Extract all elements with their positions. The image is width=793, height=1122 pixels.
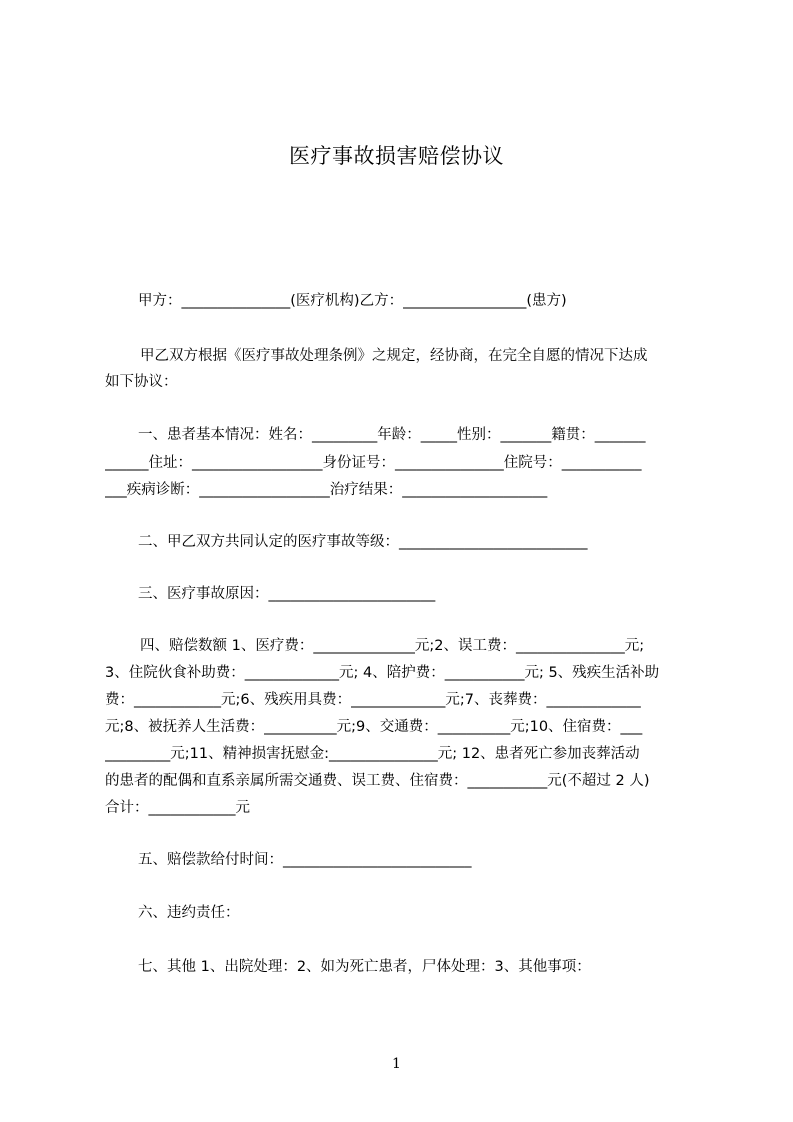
- page-number: 1: [392, 1056, 401, 1072]
- section7-line: 七、其他 1、出院处理：2、如为死亡患者，尸体处理：3、其他事项：: [138, 959, 591, 975]
- section4-line-2: [105, 663, 701, 683]
- section4-line-4: [105, 717, 701, 737]
- section4-line-7: [105, 798, 701, 818]
- section4-line-3: [105, 690, 701, 710]
- section3-line: 三、医疗事故原因：_______________________: [138, 586, 436, 602]
- section2-line: 二、甲乙双方共同认定的医疗事故等级：__________________________: [138, 534, 588, 550]
- section4-line-1: [105, 636, 701, 656]
- section1-line-2-text: ______住址：__________________身份证号：_______________住院号：___________: [105, 455, 642, 471]
- section1-line-3-text: ___疾病诊断：__________________治疗结果：____________________: [105, 482, 548, 498]
- section4-line-5: [105, 744, 701, 764]
- section4-line-4-text: 元;8、被抚养人生活费：__________元;9、交通费：__________元;10、住宿费：___: [105, 719, 643, 735]
- parties-line: 甲方：_______________(医疗机构)乙方：_________________(患方): [138, 293, 567, 309]
- page-title: 医疗事故损害赔偿协议: [289, 144, 504, 168]
- section1-line-3: [105, 480, 701, 500]
- section1-line-1-text: 一、患者基本情况：姓名：_________年龄：_____性别：_______籍贯：_______: [138, 427, 646, 443]
- section4-line-5-text: _________元;11、精神损害抚慰金:_______________元; 12、患者死亡参加丧葬活动: [105, 746, 640, 762]
- intro-line-2: 如下协议：: [105, 374, 178, 390]
- section6-line: 六、违约责任：: [138, 905, 240, 921]
- section1-line-1: [105, 425, 701, 445]
- section1-line-2: [105, 453, 701, 473]
- section4-line-6: [105, 771, 701, 791]
- section4-line-1-text: 四、赔偿数额 1、医疗费：______________元;2、误工费：_______________元;: [140, 638, 645, 654]
- section4-line-7-text: 合计：____________元: [105, 800, 250, 816]
- section4-line-2-text: 3、住院伙食补助费：_____________元; 4、陪护费：___________元; 5、残疾生活补助: [105, 665, 660, 681]
- section4-line-3-text: 费：____________元;6、残疾用具费：_____________元;7、丧葬费：_____________: [105, 692, 641, 708]
- section5-line: 五、赔偿款给付时间：__________________________: [138, 852, 472, 868]
- intro-line-1: 甲乙双方根据《医疗事故处理条例》之规定，经协商，在完全自愿的情况下达成: [140, 348, 648, 364]
- section4-line-6-text: 的患者的配偶和直系亲属所需交通费、误工费、住宿费：___________元(不超过 2 人): [105, 773, 650, 789]
